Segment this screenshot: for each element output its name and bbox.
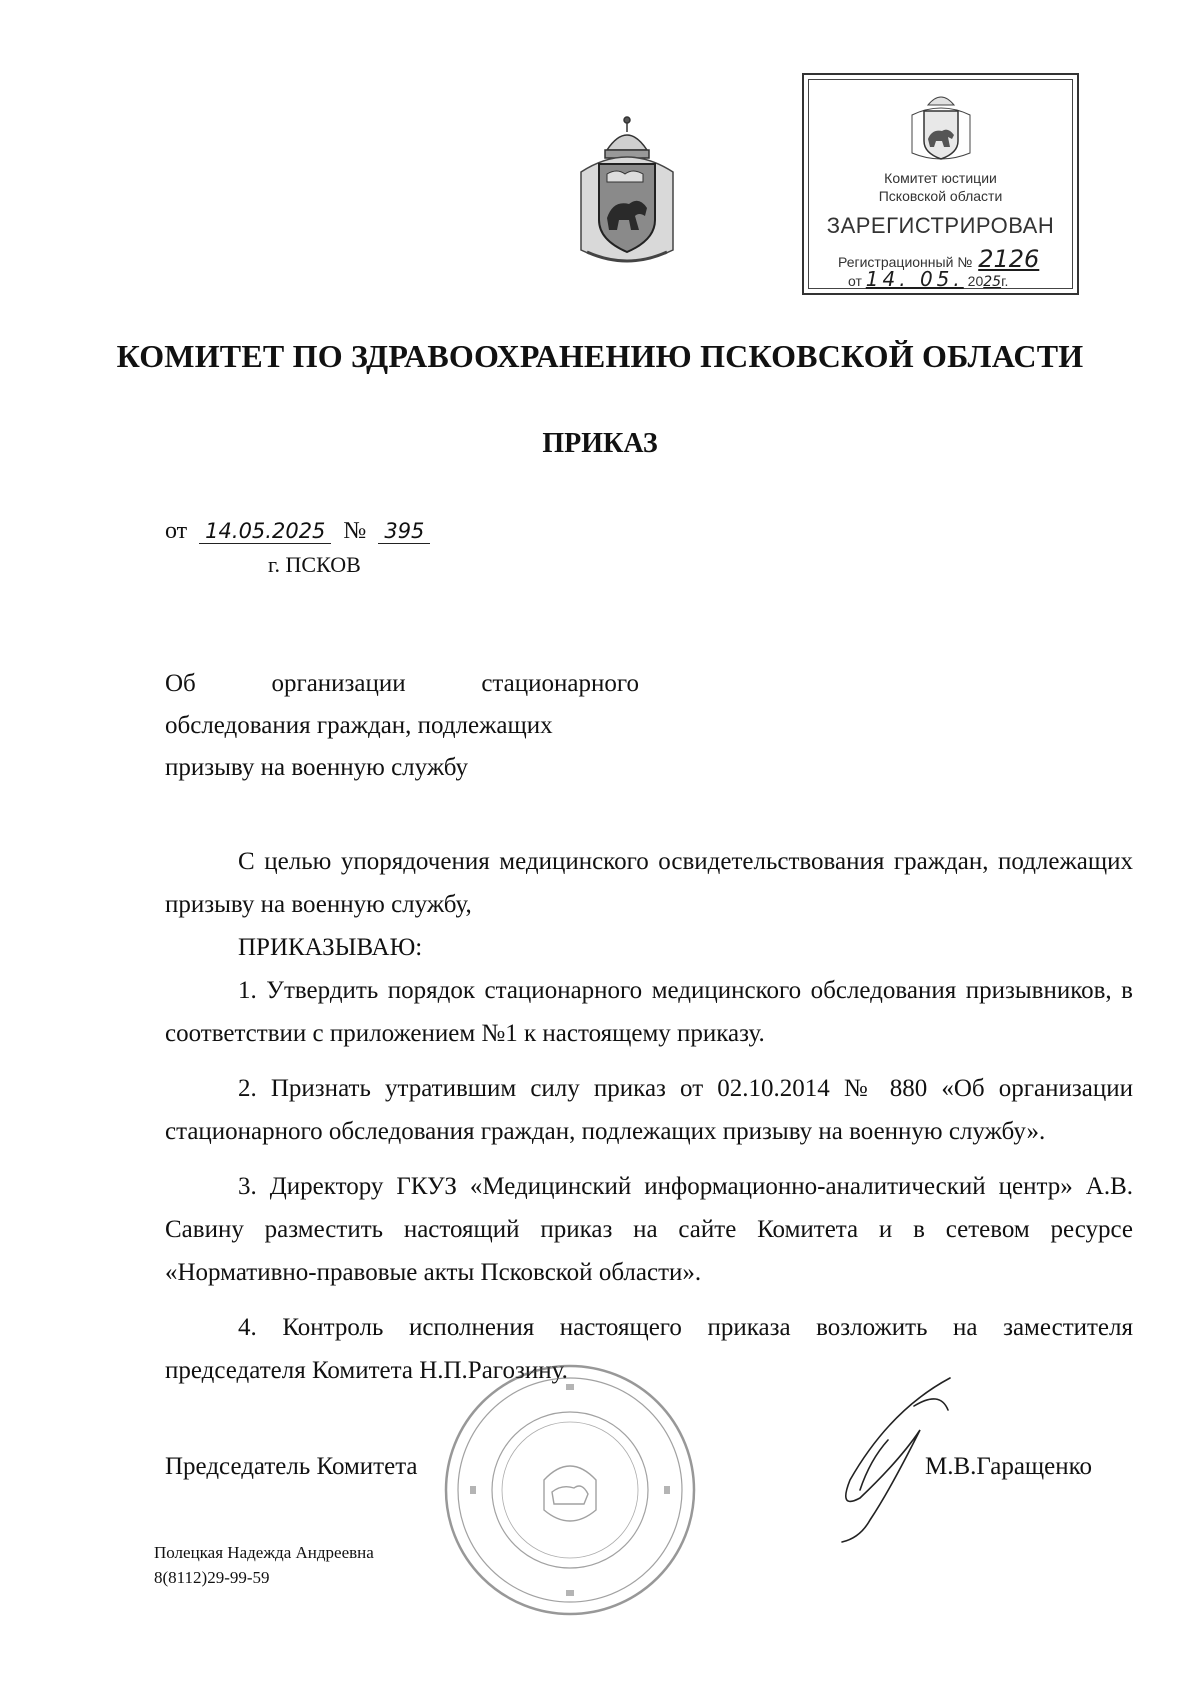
order-date-prefix: от (165, 518, 188, 544)
contact-phone: 8(8112)29-99-59 (154, 1568, 270, 1587)
document-type-title: ПРИКАЗ (542, 428, 658, 459)
registration-coat-of-arms-icon (906, 87, 976, 165)
subject-line2: обследования граждан, подлежащих (165, 712, 553, 739)
official-seal-icon (440, 1360, 700, 1620)
registration-year-suffix: г. (1001, 273, 1009, 289)
order-subject (165, 663, 639, 789)
registration-org (804, 169, 1077, 205)
registration-date-prefix: от (848, 273, 862, 289)
organization-title: КОМИТЕТ ПО ЗДРАВООХРАНЕНИЮ ПСКОВСКОЙ ОБЛАСТИ (116, 338, 1084, 374)
contact-info (154, 1540, 374, 1590)
subject-word: организации (271, 670, 406, 697)
registration-number-value: 2126 (978, 245, 1040, 273)
registration-year-prefix: 20 (967, 273, 984, 289)
order-date-value: 14.05.2025 (199, 519, 331, 544)
registration-org-line1: Комитет юстиции (884, 170, 997, 186)
signatory-name: М.В.Гаращенко (925, 1453, 1093, 1480)
order-item-3: 3. Директору ГКУЗ «Медицинский информационно-аналитический центр» А.В. Савину разместить настоящий приказ на сайте Комитета и в сетевом ресурсе «Нормативно-правовые акты Псковской области». (165, 1173, 1133, 1286)
registration-date-value: 14. 05. (865, 267, 964, 291)
subject-line3: призыву на военную службу (165, 754, 469, 781)
order-word: ПРИКАЗЫВАЮ: (238, 934, 423, 961)
registration-stamp (802, 73, 1079, 295)
order-item-1: 1. Утвердить порядок стационарного медицинского обследования призывников, в соответствии с приложением №1 к настоящему приказу. (165, 977, 1133, 1047)
order-number-value: 395 (378, 519, 430, 544)
order-date-number-line (165, 518, 436, 545)
order-body (165, 840, 1133, 1392)
preamble-paragraph: С целью упорядочения медицинского освидетельствования граждан, подлежащих призыву на военную службу, (165, 848, 1133, 918)
order-item-2: 2. Признать утратившим силу приказ от 02.10.2014 № 880 «Об организации стационарного обследования граждан, подлежащих призыву на военную службу». (165, 1075, 1133, 1145)
signatory-title: Председатель Комитета (165, 1453, 418, 1480)
order-number-prefix: № (343, 518, 367, 544)
registration-status: ЗАРЕГИСТРИРОВАН (826, 213, 1055, 238)
contact-name: Полецкая Надежда Андреевна (154, 1543, 374, 1562)
subject-word: Об (165, 670, 196, 697)
registration-year-value: 25 (983, 274, 1002, 290)
subject-line1 (165, 663, 639, 705)
order-item-4: 4. Контроль исполнения настоящего приказа возложить на заместителя председателя Комитета Н.П.Рагозину. (165, 1314, 1133, 1384)
coat-of-arms-icon (573, 112, 681, 272)
registration-org-line2: Псковской области (878, 188, 1003, 204)
subject-word: стационарного (481, 670, 639, 697)
registration-number-label: Регистрационный № (838, 254, 973, 270)
order-city: г. ПСКОВ (268, 552, 361, 577)
registration-date-row (848, 267, 1078, 291)
